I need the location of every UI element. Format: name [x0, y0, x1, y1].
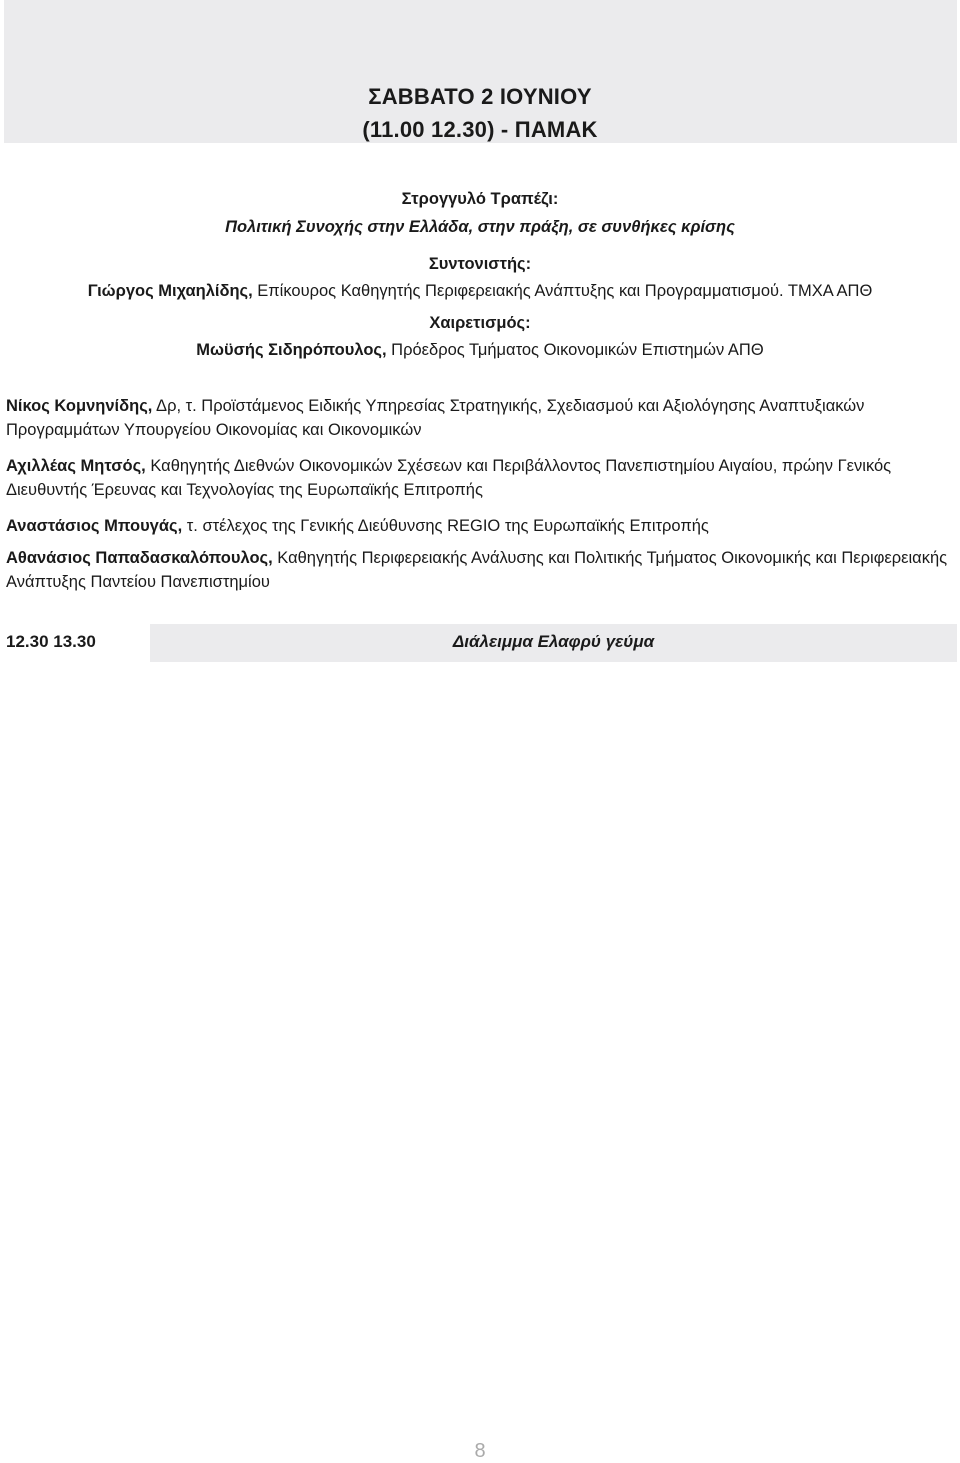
coordinator-role: Επίκουρος Καθηγητής Περιφερειακής Ανάπτυξης και Προγραμματισμού. ΤΜΧΑ ΑΠΘ [252, 282, 873, 300]
speaker-item [6, 546, 956, 594]
session-type-label: Στρογγυλό Τραπέζι: [401, 190, 559, 208]
speaker-name: Νίκος Κομνηνίδης, [6, 397, 153, 415]
speaker-role: Καθηγητής Περιφερειακής Ανάλυσης και Πολιτικής Τμήματος Οικονομικής και Περιφερειακής Ανάπτυξης Παντείου Πανεπιστημίου [6, 549, 948, 591]
break-time: 12.30 13.30 [6, 632, 96, 651]
speaker-name: Αθανάσιος Παπαδασκαλόπουλος, [6, 549, 273, 567]
greeting-role: Πρόεδρος Τμήματος Οικονομικών Επιστημών ΑΠΘ [386, 341, 764, 359]
speaker-name: Αχιλλέας Μητσός, [6, 457, 146, 475]
greeting-label: Χαιρετισμός: [429, 314, 531, 332]
page-number: 8 [474, 1440, 486, 1462]
speaker-name: Αναστάσιος Μπουγάς, [6, 517, 183, 535]
break-label: Διάλειμμα Ελαφρύ γεύμα [452, 632, 655, 651]
speaker-item [6, 394, 956, 442]
speaker-role: τ. στέλεχος της Γενικής Διεύθυνσης REGIO της Ευρωπαϊκής Επιτροπής [182, 517, 709, 535]
day-title: ΣΑΒΒΑΤΟ 2 ΙΟΥΝΙΟΥ [368, 84, 592, 109]
speaker-role: Δρ, τ. Προϊστάμενος Ειδικής Υπηρεσίας Στρατηγικής, Σχεδιασμού και Αξιολόγησης Αναπτυξιακών Προγραμμάτων Υπουργείου Οικονομίας και Οικονομικών [6, 397, 865, 439]
time-place-title: (11.00 12.30) - ΠΑΜΑΚ [362, 117, 598, 142]
session-topic: Πολιτική Συνοχής στην Ελλάδα, στην πράξη, σε συνθήκες κρίσης [225, 218, 735, 236]
coordinator-name: Γιώργος Μιχαηλίδης, [87, 282, 253, 300]
speaker-item [6, 454, 956, 502]
coordinator-label: Συντονιστής: [428, 255, 532, 273]
speaker-item [6, 514, 956, 538]
greeting-line [0, 341, 960, 360]
speaker-role: Καθηγητής Διεθνών Οικονομικών Σχέσεων και Περιβάλλοντος Πανεπιστημίου Αιγαίου, πρώην Γενικός Διευθυντής Έρευνας και Τεχνολογίας της Ευρωπαϊκής Επιτροπής [6, 457, 892, 499]
greeting-name: Μωϋσής Σιδηρόπουλος, [196, 341, 387, 359]
coordinator-line [0, 282, 960, 301]
